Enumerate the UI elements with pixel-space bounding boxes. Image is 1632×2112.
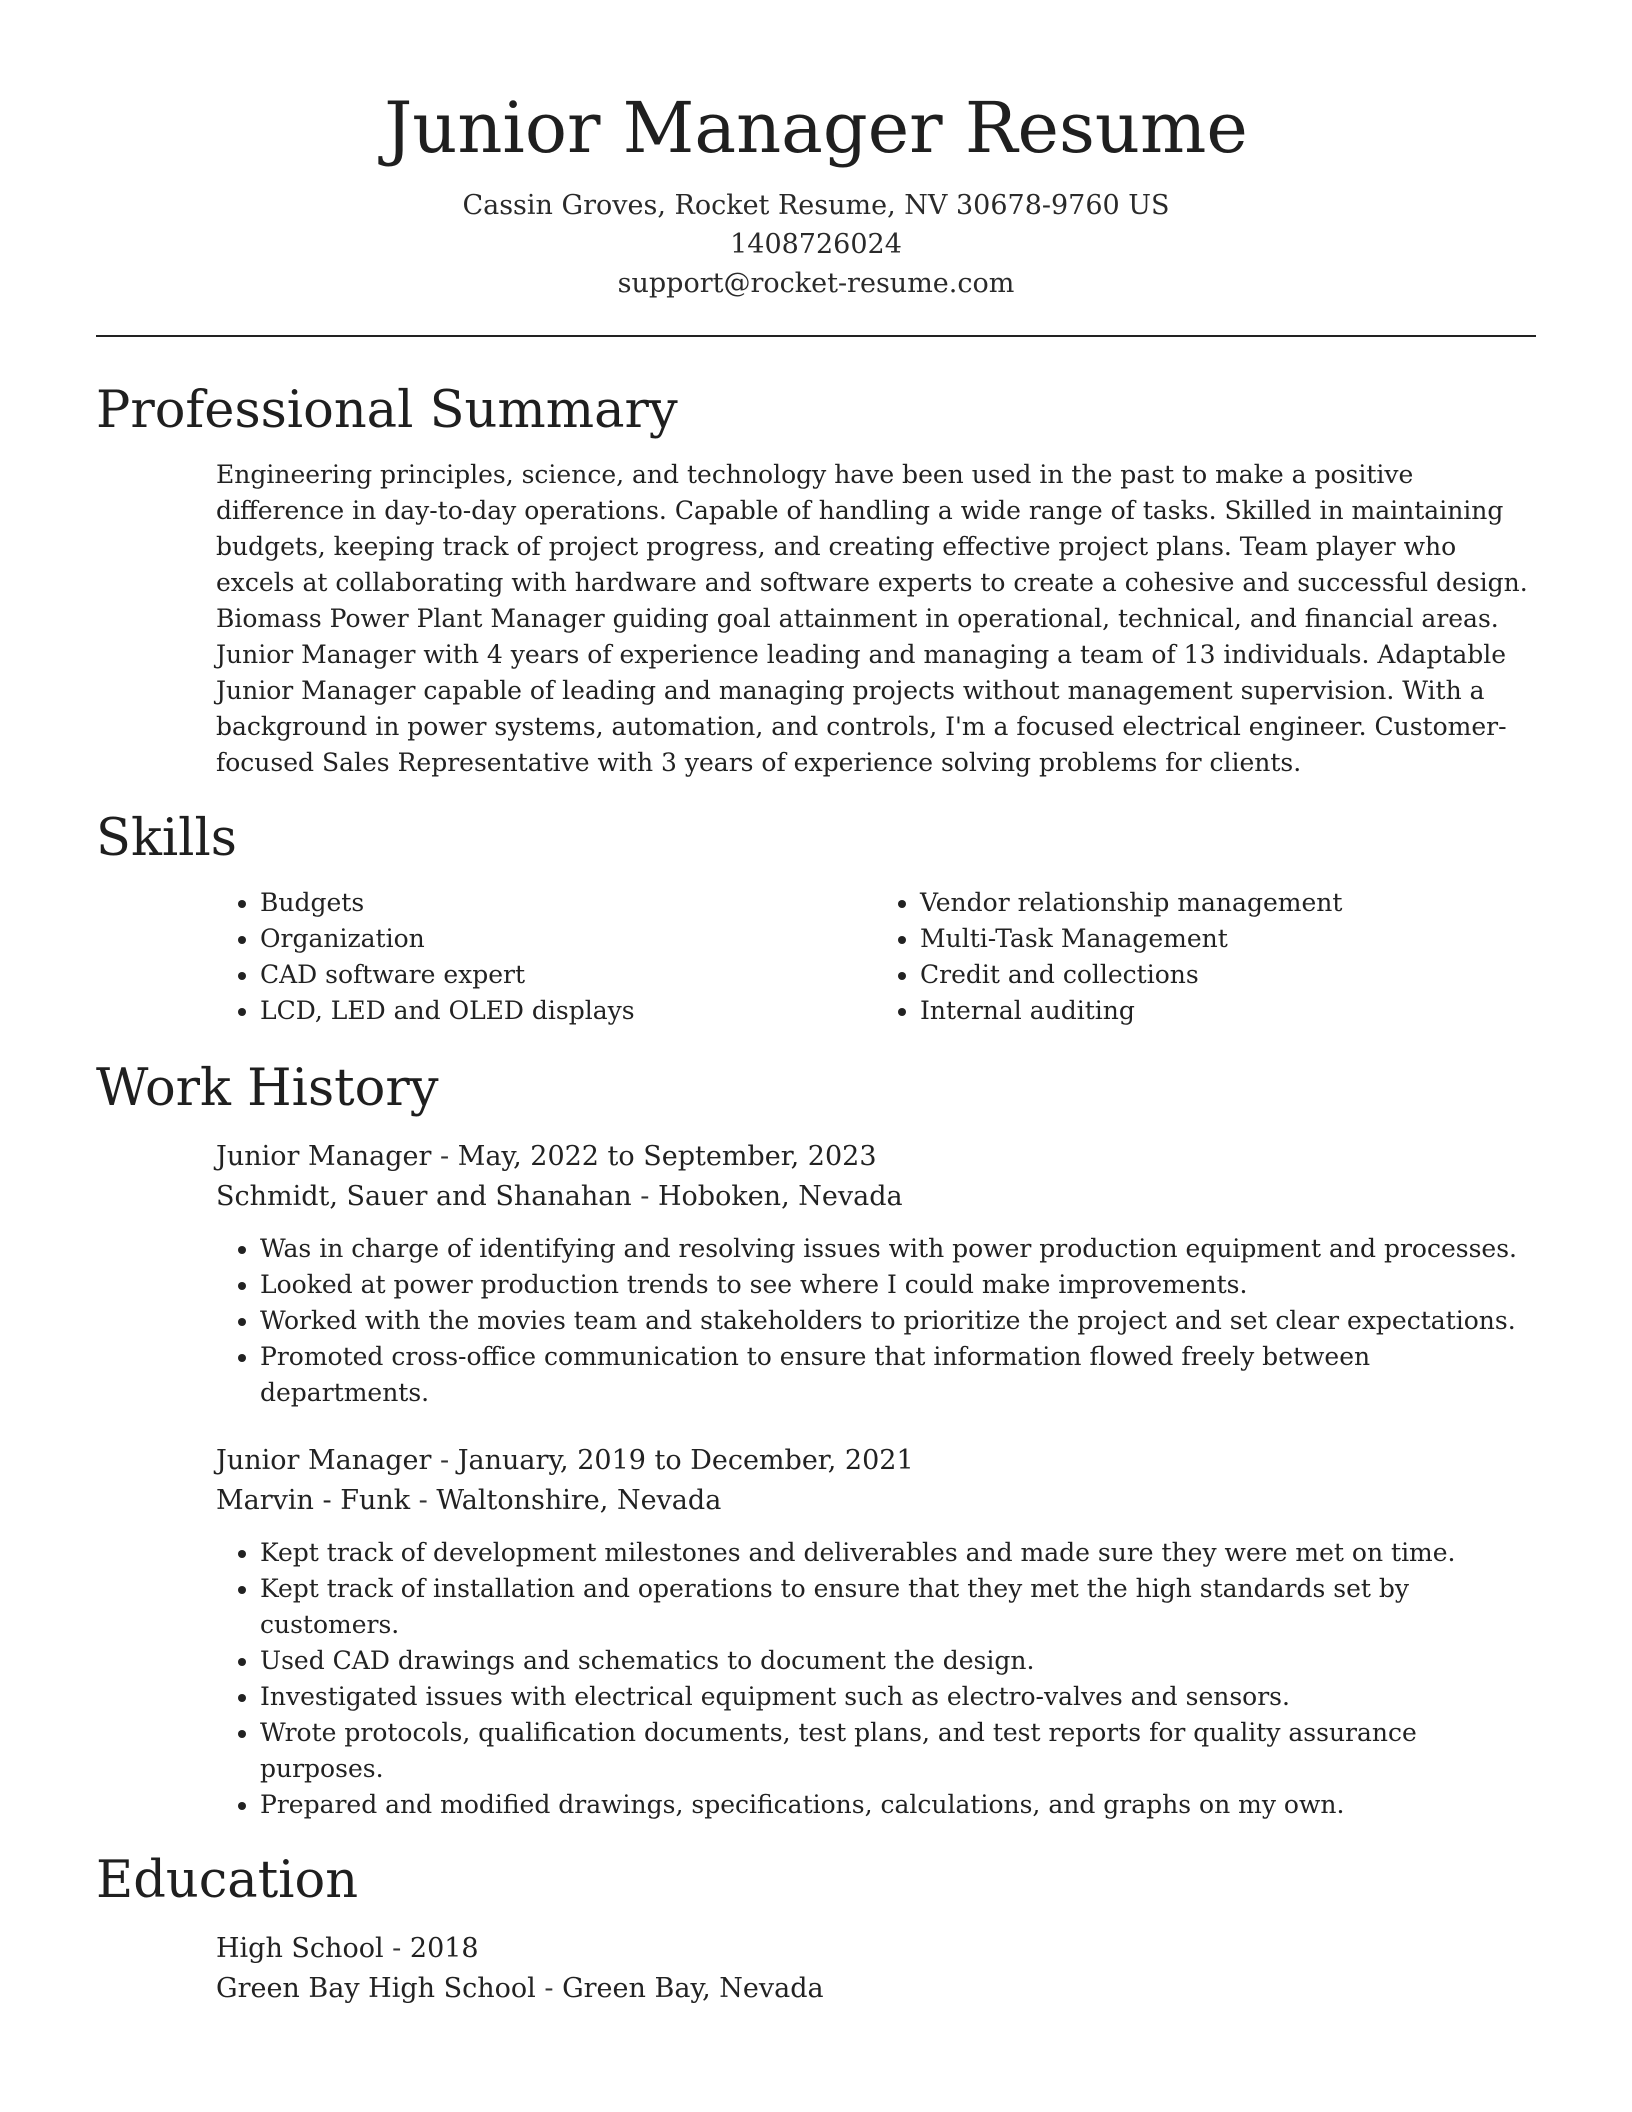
- job-bullet: • Kept track of installation and operations to ensure that they met the high standards set by customers.: [260, 1571, 1536, 1643]
- skills-list-right: [876, 885, 1536, 1029]
- job-company: Schmidt, Sauer and Shanahan: [216, 1181, 632, 1212]
- skill-item: • Multi-Task Management: [920, 921, 1536, 957]
- separator: -: [535, 1973, 563, 2004]
- skill-item: • Internal auditing: [920, 993, 1536, 1029]
- job-company-line: [216, 1481, 1536, 1521]
- summary-text: Engineering principles, science, and technology have been used in the past to make a positive difference in day-to-day operations. Capable of handling a wide range of tasks. Skilled in maintaining budgets, keeping track of project progress, and creating effective project plans. Team player who excels at collaborating with hardware and software experts to create a cohesive and successful design. Biomass Power Plant Manager guiding goal attainment in operational, technical, and financial areas. Junior Manager with 4 years of experience leading and managing a team of 13 individuals. Adaptable Junior Manager capable of leading and managing projects without management supervision. With a background in power systems, automation, and controls, I'm a focused electrical engineer. Customer-focused Sales Representative with 3 years of experience solving problems for clients.: [216, 460, 1528, 777]
- job-company: Marvin - Funk: [216, 1485, 411, 1516]
- education-degree-line: [216, 1929, 1536, 1969]
- job-title: Junior Manager: [216, 1141, 432, 1172]
- skills-section: [96, 807, 1536, 1029]
- skills-grid: [96, 885, 1536, 1029]
- job-company-line: [216, 1177, 1536, 1217]
- job-bullet: • Promoted cross-office communication to ensure that information flowed freely between departments.: [260, 1339, 1536, 1411]
- skills-heading: Skills: [96, 809, 237, 868]
- job-entry: [96, 1441, 1536, 1823]
- job-bullet: • Looked at power production trends to see where I could make improvements.: [260, 1267, 1536, 1303]
- education-year: 2018: [409, 1933, 479, 1964]
- separator: -: [383, 1933, 410, 1964]
- separator: -: [431, 1445, 458, 1476]
- contact-address: Cassin Groves, Rocket Resume, NV 30678-9760 US: [462, 190, 1170, 221]
- job-location: Hoboken, Nevada: [658, 1181, 903, 1212]
- job-bullet: • Kept track of development milestones and deliverables and made sure they were met on time.: [260, 1535, 1536, 1571]
- education-heading: Education: [96, 1851, 359, 1910]
- summary-section: [96, 379, 1536, 781]
- job-bullets: [216, 1231, 1536, 1411]
- skills-list-left: [216, 885, 876, 1029]
- skill-item: • Vendor relationship management: [920, 885, 1536, 921]
- job-location: Waltonshire, Nevada: [436, 1485, 722, 1516]
- job-bullet: • Prepared and modified drawings, specifications, calculations, and graphs on my own.: [260, 1787, 1536, 1823]
- skill-item: • CAD software expert: [260, 957, 876, 993]
- job-bullets: [216, 1535, 1536, 1823]
- job-bullet: • Used CAD drawings and schematics to document the design.: [260, 1643, 1536, 1679]
- job-title-line: [216, 1137, 1536, 1177]
- skill-item: • Budgets: [260, 885, 876, 921]
- resume-title: Junior Manager Resume: [384, 87, 1248, 169]
- job-bullet: • Worked with the movies team and stakeholders to prioritize the project and set clear expectations.: [260, 1303, 1536, 1339]
- education-entry: [96, 1929, 1536, 2009]
- job-title: Junior Manager: [216, 1445, 432, 1476]
- job-title-line: [216, 1441, 1536, 1481]
- header-divider: [96, 335, 1536, 337]
- contact-email: support@rocket-resume.com: [617, 268, 1015, 299]
- separator: -: [431, 1141, 458, 1172]
- education-section: [96, 1849, 1536, 2009]
- separator: -: [631, 1181, 658, 1212]
- education-school-line: [216, 1969, 1536, 2009]
- job-bullet: • Wrote protocols, qualification documents, test plans, and test reports for quality assurance purposes.: [260, 1715, 1536, 1787]
- job-entry: [96, 1137, 1536, 1411]
- skill-item: • Organization: [260, 921, 876, 957]
- skill-item: • Credit and collections: [920, 957, 1536, 993]
- job-dates: May, 2022 to September, 2023: [457, 1141, 877, 1172]
- contact-block: [96, 186, 1536, 303]
- job-bullet: • Was in charge of identifying and resolving issues with power production equipment and processes.: [260, 1231, 1536, 1267]
- job-bullet: • Investigated issues with electrical equipment such as electro-valves and sensors.: [260, 1679, 1536, 1715]
- skill-item: • LCD, LED and OLED displays: [260, 993, 876, 1029]
- separator: -: [410, 1485, 437, 1516]
- education-school: Green Bay High School: [216, 1973, 536, 2004]
- contact-phone: 1408726024: [730, 229, 902, 260]
- resume-header: [96, 0, 1536, 303]
- job-dates: January, 2019 to December, 2021: [457, 1445, 914, 1476]
- work-section: [96, 1057, 1536, 1823]
- education-location: Green Bay, Nevada: [562, 1973, 824, 2004]
- work-heading: Work History: [96, 1059, 439, 1118]
- education-degree: High School: [216, 1933, 384, 1964]
- summary-heading: Professional Summary: [96, 381, 678, 440]
